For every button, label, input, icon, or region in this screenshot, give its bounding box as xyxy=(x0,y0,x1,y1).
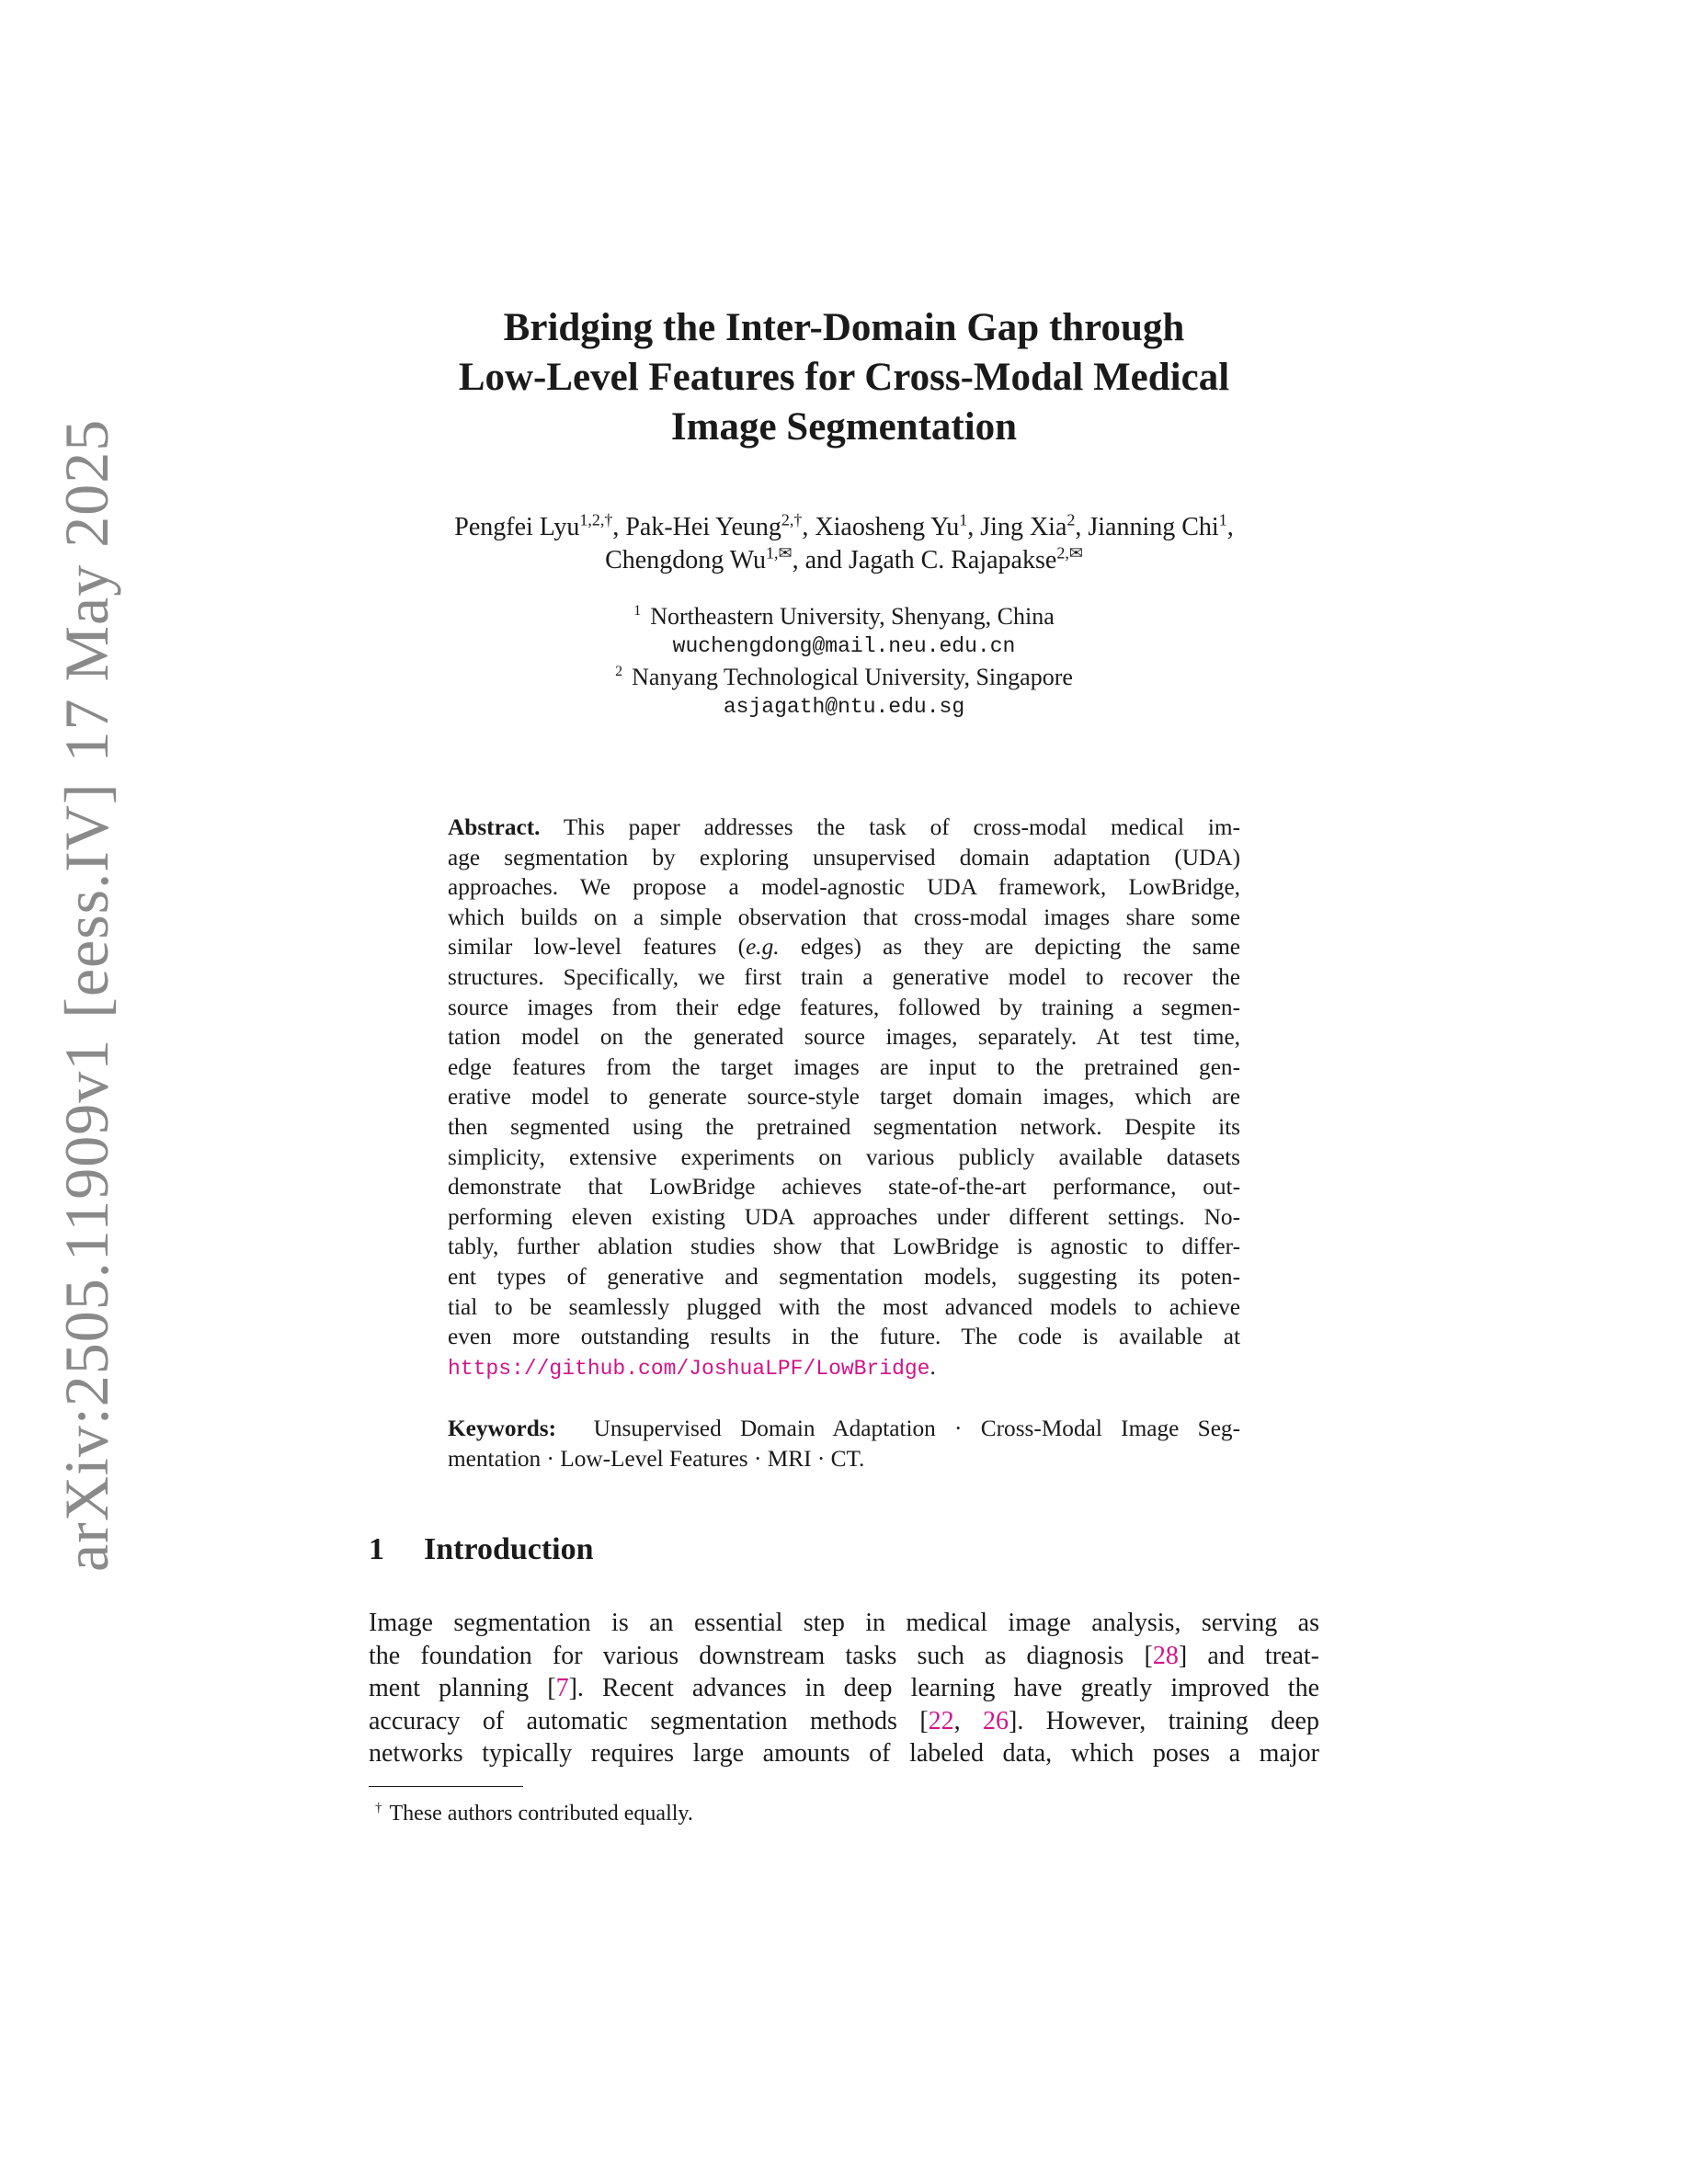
abstract-label: Abstract. xyxy=(448,814,541,840)
body-line: networks typically requires large amounts of labeled data, which poses a major xyxy=(369,1739,1319,1769)
author-line-1: Pengfei Lyu$^{1,2,\dagger}$, Pak-Hei Yeung$^{2,\dagger}$, Xiaosheng Yu$^1$, Jing Xia$^2$, Jianning Chi$^1$, xyxy=(454,510,1234,541)
author-affil: 2,† xyxy=(781,510,803,529)
footnote-mark: † xyxy=(375,1801,382,1815)
abstract-period: . xyxy=(930,1353,936,1380)
body-line xyxy=(369,1705,1319,1738)
keywords-line xyxy=(448,1414,1240,1444)
abstract-line: similar low-level features (e.g. edges) as they are depicting the same xyxy=(448,934,1240,961)
arxiv-identifier xyxy=(51,399,121,1572)
body-text: ]. However, training deep xyxy=(1009,1706,1319,1735)
citation-link[interactable]: 28 xyxy=(1152,1641,1179,1670)
author-and: and xyxy=(804,546,843,574)
abstract-line: tation model on the generated source images, separately. At test time, xyxy=(448,1024,1240,1051)
abstract-line xyxy=(448,813,1240,843)
body-line: Image segmentation is an essential step in medical image analysis, serving as xyxy=(369,1609,1319,1637)
abstract xyxy=(448,813,1240,1382)
author-list xyxy=(331,511,1357,577)
abstract-line: ent types of generative and segmentation models, suggesting its poten- xyxy=(448,1263,1240,1290)
author-name: Jagath C. Rajapakse xyxy=(849,546,1057,574)
abstract-line: then segmented using the pretrained segmentation network. Despite its xyxy=(448,1113,1240,1140)
body-text: the foundation for various downstream tasks such as diagnosis [ xyxy=(369,1641,1153,1670)
author-line-2: Chengdong $Wu^{1,✉}$, and Jagath C. Rajapakse$^{2,✉}$ xyxy=(605,543,1083,574)
keywords-text: Unsupervised Domain Adaptation · Cross-Modal Image Seg- xyxy=(593,1416,1240,1441)
citation-link[interactable]: 26 xyxy=(983,1706,1009,1735)
affiliation-number: 2 xyxy=(615,664,623,680)
body-text: accuracy of automatic segmentation methods [ xyxy=(369,1706,929,1735)
abstract-line: tably, further ablation studies show that LowBridge is agnostic to differ- xyxy=(448,1234,1240,1260)
body-text: , xyxy=(953,1706,984,1735)
body-line xyxy=(369,1672,1319,1705)
arxiv-id: arXiv:2505.11909v1 xyxy=(51,1038,121,1572)
section-heading xyxy=(369,1531,594,1568)
abstract-text: This paper addresses the task of cross-modal medical im- xyxy=(563,814,1240,840)
title-line: Bridging the Inter-Domain Gap through xyxy=(503,306,1185,349)
author-name: Pak-Hei Yeung xyxy=(625,513,781,541)
author-affil: 1 xyxy=(1218,510,1227,529)
author-affil: 1,✉ xyxy=(766,543,793,563)
author-affil: 2 xyxy=(1066,510,1076,529)
keywords xyxy=(448,1414,1240,1473)
citation-link[interactable]: 22 xyxy=(928,1706,954,1735)
abstract-line: simplicity, extensive experiments on various publicly available datasets xyxy=(448,1143,1240,1170)
affiliation-email[interactable]: wuchengdong@mail.neu.edu.cn xyxy=(672,634,1016,658)
section-number: 1 xyxy=(369,1532,384,1566)
abstract-line: erative model to generate source-style target domain images, which are xyxy=(448,1084,1240,1110)
body-line xyxy=(369,1640,1319,1673)
affiliation-name: Northeastern University, Shenyang, China xyxy=(650,603,1055,630)
author-affil: 1 xyxy=(959,510,968,529)
author-name: Chengdong Wu xyxy=(605,546,766,574)
title-line: Low-Level Features for Cross-Modal Medical xyxy=(458,356,1230,399)
footnote-text: These authors contributed equally. xyxy=(389,1802,693,1826)
abstract-line: approaches. We propose a model-agnostic UDA framework, LowBridge, xyxy=(448,874,1240,901)
affiliations xyxy=(368,601,1320,722)
abstract-line: structures. Specifically, we first train a generative model to recover the xyxy=(448,963,1240,990)
abstract-line: tial to be seamlessly plugged with the most advanced models to achieve xyxy=(448,1293,1240,1320)
affiliation-name: Nanyang Technological University, Singapore xyxy=(632,664,1073,690)
intro-paragraph xyxy=(369,1607,1319,1770)
body-text: ] and treat- xyxy=(1178,1641,1319,1670)
arxiv-category: [eess.IV] xyxy=(51,782,121,1018)
author-name: Pengfei Lyu xyxy=(454,513,580,541)
abstract-line: edge features from the target images are input to the pretrained gen- xyxy=(448,1053,1240,1080)
abstract-line: performing eleven existing UDA approaches under different settings. No- xyxy=(448,1203,1240,1230)
abstract-line: demonstrate that LowBridge achieves state-of-the-art performance, out- xyxy=(448,1174,1240,1200)
keywords-line: mentation · Low-Level Features · MRI · CT. xyxy=(448,1445,865,1472)
author-name: Jianning Chi xyxy=(1088,513,1219,541)
section-title: Introduction xyxy=(424,1532,594,1566)
code-link[interactable]: https://github.com/JoshuaLPF/LowBridge xyxy=(448,1356,930,1381)
abstract-line: which builds on a simple observation that cross-modal images share some xyxy=(448,904,1240,930)
footnote xyxy=(375,1794,693,1827)
abstract-line: even more outstanding results in the future. The code is available at xyxy=(448,1324,1240,1350)
author-name: Jing Xia xyxy=(980,513,1067,541)
abstract-line: age segmentation by exploring unsupervised domain adaptation (UDA) xyxy=(448,844,1240,870)
abstract-line xyxy=(448,1352,1240,1382)
body-text: ]. Recent advances in deep learning have greatly improved the xyxy=(568,1674,1319,1703)
affiliation-number: 1 xyxy=(633,603,642,620)
author-name: Xiaosheng Yu xyxy=(815,513,960,541)
body-text: ment planning [ xyxy=(369,1674,556,1703)
author-affil: 2,✉ xyxy=(1056,543,1083,563)
author-affil: 1,2,† xyxy=(579,510,613,529)
abstract-line: source images from their edge features, followed by training a segmen- xyxy=(448,994,1240,1020)
affiliation-2 xyxy=(368,662,1320,692)
footnote-rule xyxy=(369,1786,523,1787)
affiliation-email[interactable]: asjagath@ntu.edu.sg xyxy=(723,695,965,719)
arxiv-date: 17 May 2025 xyxy=(51,418,121,763)
abstract-emphasis: e.g. xyxy=(746,934,780,961)
paper-title xyxy=(368,303,1320,452)
title-line: Image Segmentation xyxy=(670,405,1018,449)
citation-link[interactable]: 7 xyxy=(555,1674,569,1703)
affiliation-1 xyxy=(368,601,1320,631)
keywords-label: Keywords: xyxy=(448,1416,557,1441)
